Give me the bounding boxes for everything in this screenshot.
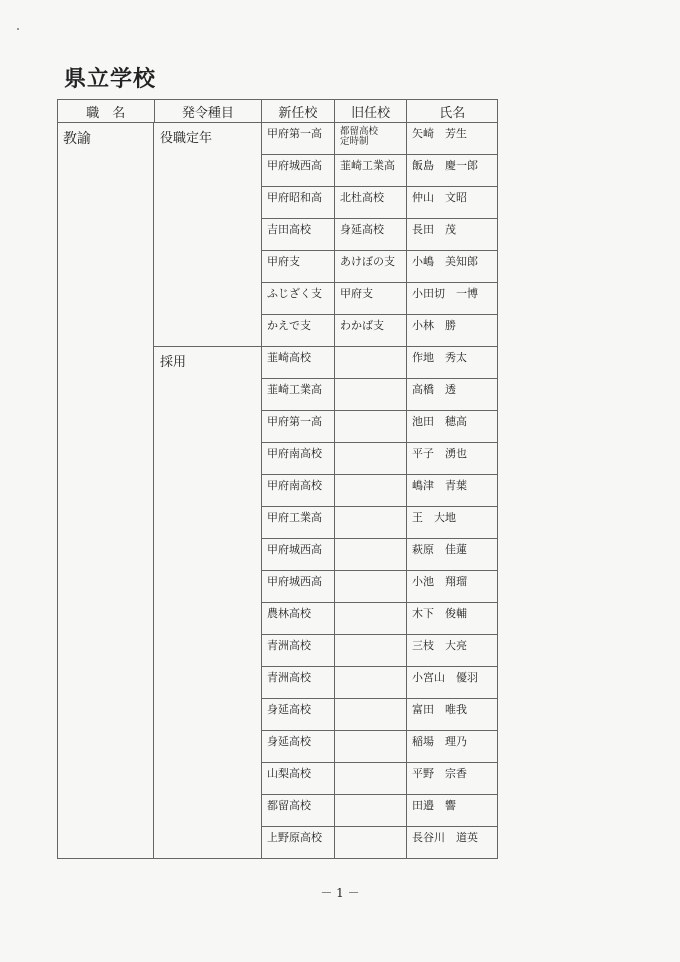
- table-row: [262, 155, 498, 187]
- old-school-cell: [335, 347, 407, 379]
- table-row: [262, 219, 498, 251]
- table-row: [262, 411, 498, 443]
- old-school-cell: [335, 219, 407, 251]
- type-cell: [154, 123, 262, 347]
- person-name-cell: 平野 宗香: [407, 763, 498, 795]
- person-name-cell: 仲山 文昭: [407, 187, 498, 219]
- table-row: [262, 699, 498, 731]
- person-name-cell: 小池 翔瑠: [407, 571, 498, 603]
- old-school-text: わかば支: [340, 319, 384, 332]
- table-row: [262, 187, 498, 219]
- old-school-cell: [335, 699, 407, 731]
- type-cell: [154, 347, 262, 859]
- personnel-table: [57, 99, 498, 859]
- old-school-cell: [335, 731, 407, 763]
- old-school-text: あけぼの支: [340, 255, 395, 268]
- old-school-cell: [335, 667, 407, 699]
- table-row: [262, 539, 498, 571]
- table-row: [262, 347, 498, 379]
- person-name-cell: 王 大地: [407, 507, 498, 539]
- new-school-cell: 甲府第一高: [262, 411, 335, 443]
- old-school-cell: [335, 827, 407, 859]
- new-school-cell: 甲府工業高: [262, 507, 335, 539]
- page-title: 県立学校: [64, 67, 157, 92]
- table-row: [262, 635, 498, 667]
- old-school-cell: [335, 187, 407, 219]
- table-row: [262, 123, 498, 155]
- old-school-cell: [335, 603, 407, 635]
- type-label: 役職定年: [160, 131, 213, 146]
- person-name-cell: 長田 茂: [407, 219, 498, 251]
- new-school-cell: 韮崎工業高: [262, 379, 335, 411]
- old-school-cell: [335, 571, 407, 603]
- new-school-cell: 青洲高校: [262, 667, 335, 699]
- table-row: [262, 763, 498, 795]
- old-school-text: 北杜高校: [340, 191, 384, 204]
- old-school-cell: [335, 635, 407, 667]
- table-row: [262, 443, 498, 475]
- old-school-text: 都留高校: [340, 126, 379, 137]
- scan-speck: [17, 28, 19, 30]
- person-name-cell: 作地 秀太: [407, 347, 498, 379]
- post-label: 教諭: [63, 131, 91, 147]
- new-school-cell: 山梨高校: [262, 763, 335, 795]
- table-row: [262, 603, 498, 635]
- new-school-cell: 甲府昭和高: [262, 187, 335, 219]
- page-number: － 1 －: [320, 886, 360, 900]
- new-school-cell: 上野原高校: [262, 827, 335, 859]
- person-name-cell: 池田 穂高: [407, 411, 498, 443]
- header-name: 氏名: [407, 100, 498, 123]
- new-school-cell: 甲府城西高: [262, 571, 335, 603]
- table-row: [262, 315, 498, 347]
- person-name-cell: 平子 湧也: [407, 443, 498, 475]
- new-school-cell: 吉田高校: [262, 219, 335, 251]
- header-new-school: 新任校: [262, 100, 335, 123]
- old-school-cell: [335, 411, 407, 443]
- person-name-cell: 小嶋 美知郎: [407, 251, 498, 283]
- header-old-school: 旧任校: [335, 100, 408, 123]
- person-name-cell: 萩原 佳蓮: [407, 539, 498, 571]
- new-school-cell: 青洲高校: [262, 635, 335, 667]
- new-school-cell: 身延高校: [262, 699, 335, 731]
- old-school-cell: [335, 155, 407, 187]
- person-name-cell: 高橋 透: [407, 379, 498, 411]
- new-school-cell: かえで支: [262, 315, 335, 347]
- table-row: [262, 795, 498, 827]
- table-row: [262, 379, 498, 411]
- old-school-cell: [335, 123, 407, 155]
- type-label: 採用: [160, 355, 187, 370]
- post-cell: [58, 123, 154, 859]
- table-header-row: [58, 100, 498, 123]
- new-school-cell: ふじざく支: [262, 283, 335, 315]
- new-school-cell: 農林高校: [262, 603, 335, 635]
- table-row: [262, 507, 498, 539]
- new-school-cell: 都留高校: [262, 795, 335, 827]
- group-rows: [262, 123, 498, 347]
- new-school-cell: 甲府南高校: [262, 475, 335, 507]
- new-school-cell: 身延高校: [262, 731, 335, 763]
- old-school-cell: [335, 763, 407, 795]
- person-name-cell: 小宮山 優羽: [407, 667, 498, 699]
- person-name-cell: 嶋津 青葉: [407, 475, 498, 507]
- table-row: [262, 251, 498, 283]
- new-school-cell: 甲府第一高: [262, 123, 335, 155]
- table-row: [262, 283, 498, 315]
- old-school-cell: [335, 379, 407, 411]
- table-row: [262, 571, 498, 603]
- new-school-cell: 甲府支: [262, 251, 335, 283]
- groups-container: [154, 123, 498, 859]
- table-row: [262, 475, 498, 507]
- new-school-cell: 甲府城西高: [262, 539, 335, 571]
- table-row: [262, 827, 498, 859]
- old-school-cell: [335, 443, 407, 475]
- person-name-cell: 小田切 一博: [407, 283, 498, 315]
- old-school-text: 身延高校: [340, 223, 384, 236]
- table-row: [262, 667, 498, 699]
- new-school-cell: 甲府城西高: [262, 155, 335, 187]
- person-name-cell: 富田 唯我: [407, 699, 498, 731]
- old-school-cell: [335, 315, 407, 347]
- header-type: 発令種目: [155, 100, 263, 123]
- person-name-cell: 木下 俊輔: [407, 603, 498, 635]
- person-name-cell: 小林 勝: [407, 315, 498, 347]
- old-school-cell: [335, 795, 407, 827]
- appointment-group: [154, 123, 498, 347]
- appointment-group: [154, 347, 498, 859]
- person-name-cell: 飯島 慶一郎: [407, 155, 498, 187]
- table-row: [262, 731, 498, 763]
- person-name-cell: 矢崎 芳生: [407, 123, 498, 155]
- group-rows: [262, 347, 498, 859]
- new-school-cell: 韮崎高校: [262, 347, 335, 379]
- old-school-cell: [335, 539, 407, 571]
- person-name-cell: 長谷川 道英: [407, 827, 498, 859]
- old-school-text: 韮崎工業高: [340, 159, 395, 172]
- table-body: [58, 123, 498, 859]
- old-school-cell: [335, 251, 407, 283]
- person-name-cell: 稲場 理乃: [407, 731, 498, 763]
- old-school-cell: [335, 507, 407, 539]
- old-school-cell: [335, 283, 407, 315]
- new-school-cell: 甲府南高校: [262, 443, 335, 475]
- old-school-cell: [335, 475, 407, 507]
- old-school-text: 甲府支: [340, 287, 373, 300]
- old-school-note: 定時制: [340, 136, 369, 147]
- person-name-cell: 田邉 響: [407, 795, 498, 827]
- person-name-cell: 三枝 大亮: [407, 635, 498, 667]
- header-post: 職 名: [58, 100, 155, 123]
